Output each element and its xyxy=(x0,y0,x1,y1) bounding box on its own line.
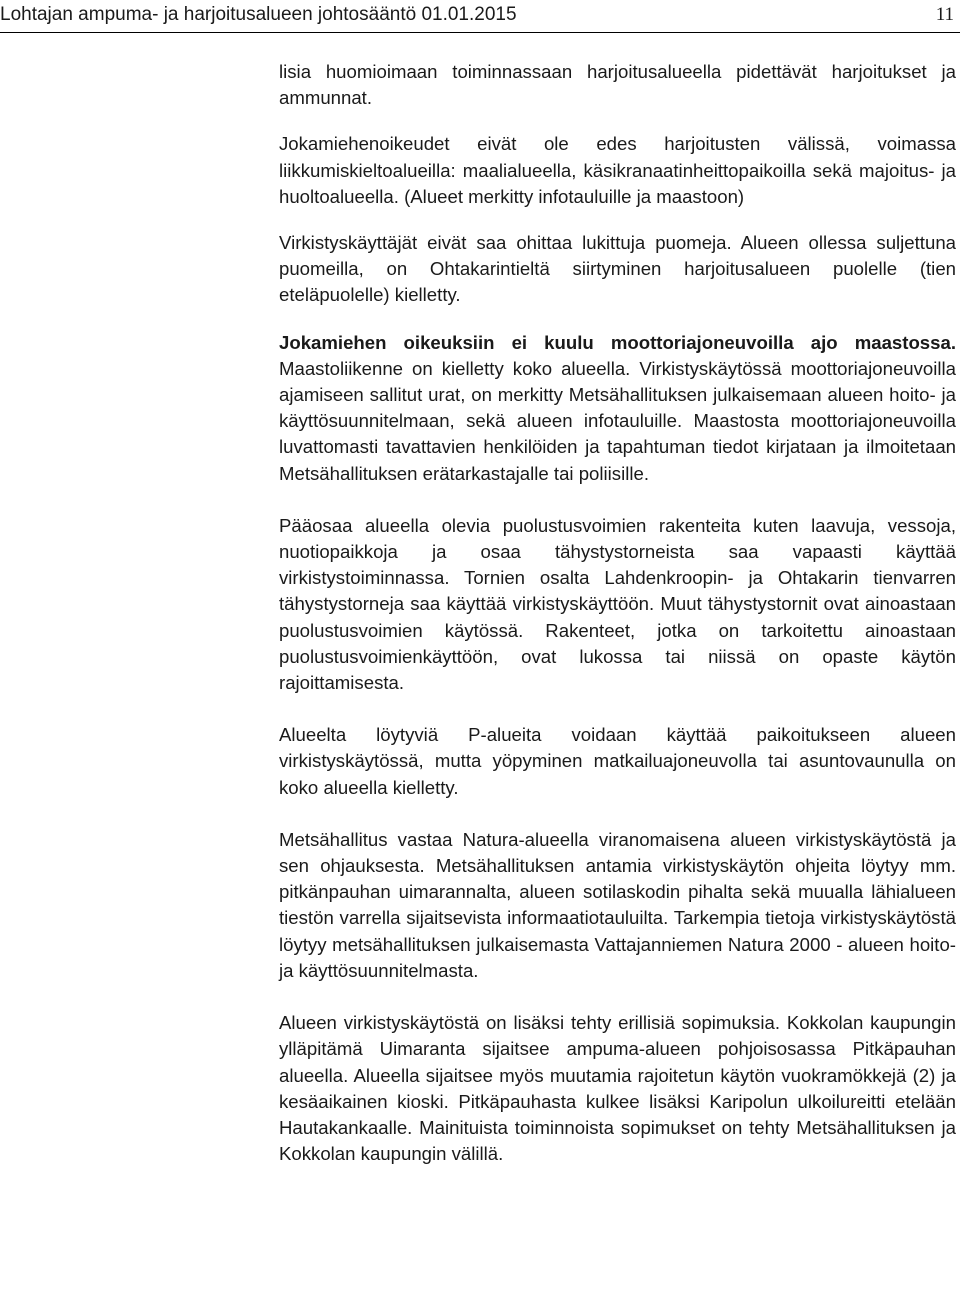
paragraph-2 xyxy=(279,131,956,210)
paragraph-4 xyxy=(279,330,956,487)
paragraph-text: Maastoliikenne on kielletty koko alueella. Virkistyskäytössä moottoriajoneuvoilla ajamiseen sallitut urat, on merkitty Metsähallituksen julkaisemaan alueen hoito- ja käyttösuunnitelmaan, sekä alueen infotauluille. Maastosta moottoriajoneuvoilla luvattomasti tavattavien henkilöiden ja tapahtuman tiedot kirjataan ja ilmoitetaan Metsähallituksen erätarkastajalle tai poliisille. xyxy=(279,357,956,484)
paragraph-text: Jokamiehenoikeudet eivät ole edes harjoitusten välissä, voimassa liikkumiskieltoalueilla: maalialueella, käsikranaatinheittopaikoilla sekä majoitus- ja huoltoalueella. (Alueet merkitty infotauluille ja maastoon) xyxy=(279,133,956,207)
paragraph-1 xyxy=(279,59,956,111)
paragraph-text: Metsähallitus vastaa Natura-alueella viranomaisena alueen virkistyskäytöstä ja sen ohjauksesta. Metsähallituksen antamia virkistyskäytön ohjeita löytyy mm. pitkänpauhan uimarannalta, alueen sotilaskodin pihalta sekä muualla lähialueen tiestön varrella sijaitsevista informaatiotauluilta. Tarkempia tietoja virkistyskäytöstä löytyy metsähallituksen julkaisemasta Vattajanniemen Natura 2000 - alueen hoito- ja käyttösuunnitelmasta. xyxy=(279,828,956,981)
paragraph-6 xyxy=(279,722,956,801)
header-divider xyxy=(0,32,960,33)
paragraph-text: Alueen virkistyskäytöstä on lisäksi tehty erillisiä sopimuksia. Kokkolan kaupungin ylläpitämä Uimaranta sijaitsee ampuma-alueen pohjoisosassa Pitkäpauhan alueella. Alueella sijaitsee myös muutamia rajoitetun käytön vuokramökkejä (2) ja kesäaikainen kioski. Pitkäpauhasta kulkee lisäksi Karipolun ulkoilureitti etelään Hautakankaalle. Mainituista toiminnoista sopimukset on tehty Metsähallituksen ja Kokkolan kaupungin välillä. xyxy=(279,1012,956,1165)
paragraph-bold-text: Jokamiehen oikeuksiin ei kuulu moottoriajoneuvoilla ajo maastossa. xyxy=(279,331,956,353)
paragraph-7 xyxy=(279,827,956,984)
paragraph-text: Pääosaa alueella olevia puolustusvoimien rakenteita kuten laavuja, vessoja, nuotiopaikkoja ja osaa tähystystorneista saa vapaasti käyttää virkistystoiminnassa. Tornien osalta Lahdenkroopin- ja Ohtakarin tienvarren tähystystorneja saa käyttää virkistyskäyttöön. Muut tähystystornit ovat ainoastaan puolustusvoimien käytössä. Rakenteet, jotka on tarkoitettu ainoastaan puolustusvoimienkäyttöön, ovat lukossa tai niissä on opaste käytön rajoittamisesta. xyxy=(279,514,956,694)
paragraph-8 xyxy=(279,1010,956,1167)
paragraph-5 xyxy=(279,513,956,696)
paragraph-text: Virkistyskäyttäjät eivät saa ohittaa lukittuja puomeja. Alueen ollessa suljettuna puomeilla, on Ohtakarintieltä siirtyminen harjoitusalueen puolelle (tien eteläpuolelle) kielletty. xyxy=(279,232,956,306)
paragraph-3 xyxy=(279,230,956,309)
document-title: Lohtajan ampuma- ja harjoitusalueen johtosääntö 01.01.2015 xyxy=(0,4,517,25)
document-body xyxy=(279,59,956,1167)
page-number: 11 xyxy=(935,4,954,25)
paragraph-text: Alueelta löytyviä P-alueita voidaan käyttää paikoitukseen alueen virkistyskäytössä, mutta yöpyminen matkailuajoneuvolla tai asuntovaunulla on koko alueella kielletty. xyxy=(279,724,956,798)
page-header xyxy=(0,0,960,34)
paragraph-text: lisia huomioimaan toiminnassaan harjoitusalueella pidettävät harjoitukset ja ammunnat. xyxy=(279,61,956,109)
